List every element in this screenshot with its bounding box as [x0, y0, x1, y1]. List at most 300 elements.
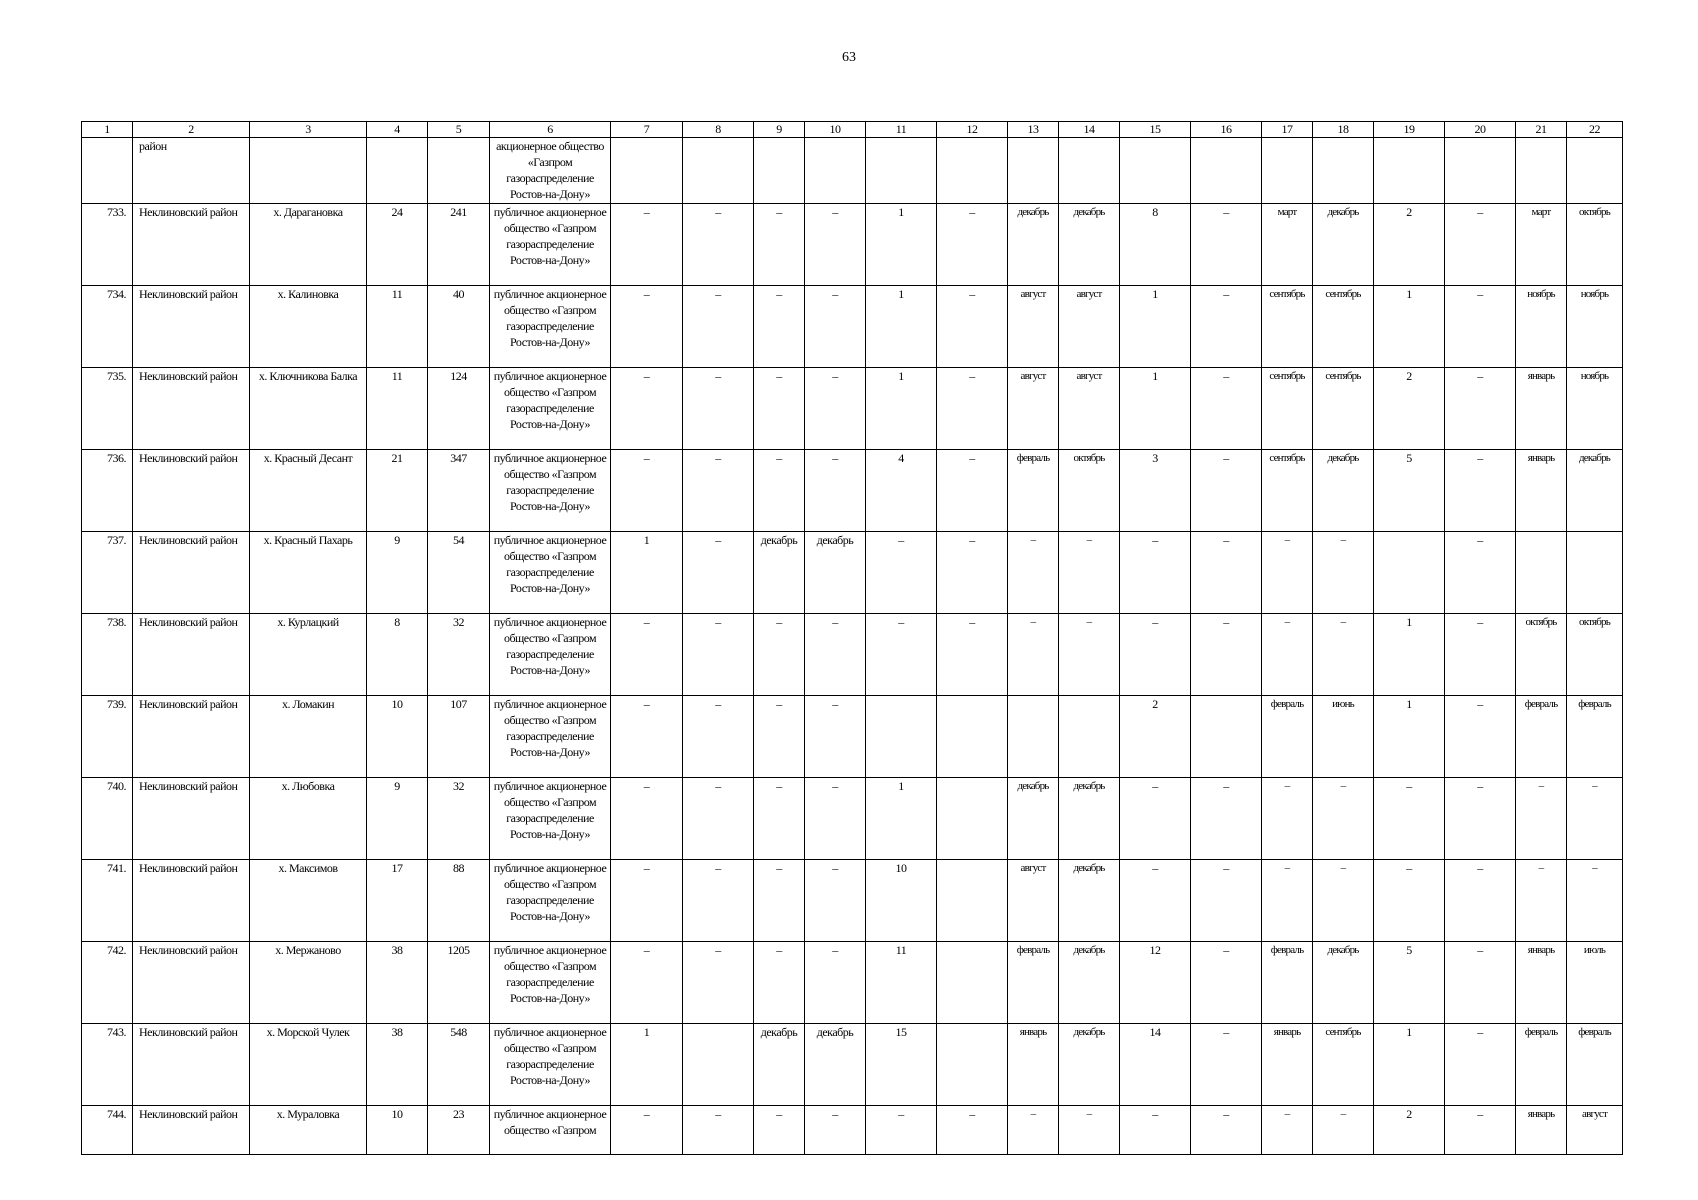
cell-col-5: 5	[428, 122, 490, 138]
cell-col-3: х. Дарагановка	[250, 204, 367, 286]
cell-col-11: 1	[866, 778, 937, 860]
cell-col-13	[1008, 696, 1059, 778]
cell-col-22	[1567, 532, 1623, 614]
cell-col-16	[1191, 696, 1262, 778]
cell-col-4: 9	[367, 532, 428, 614]
cell-col-22: февраль	[1567, 1024, 1623, 1106]
cell-col-4: 10	[367, 1106, 428, 1155]
table-row	[82, 286, 1623, 368]
cell-col-9	[754, 138, 805, 204]
cell-col-12	[937, 860, 1008, 942]
cell-col-15: –	[1120, 532, 1191, 614]
cell-col-15: –	[1120, 778, 1191, 860]
cell-col-16: –	[1191, 1024, 1262, 1106]
cell-col-6: акционерное общество «Газпром газораспределение Ростов-на-Дону»	[490, 138, 611, 204]
cell-col-10: –	[805, 368, 866, 450]
cell-col-2: Неклиновский район	[133, 1024, 250, 1106]
cell-col-2: Неклиновский район	[133, 368, 250, 450]
cell-col-9: –	[754, 696, 805, 778]
cell-col-16: –	[1191, 450, 1262, 532]
cell-col-14: октябрь	[1059, 450, 1120, 532]
cell-col-10: –	[805, 696, 866, 778]
cell-col-1: 733.	[82, 204, 133, 286]
cell-col-7: –	[611, 204, 683, 286]
cell-col-11: 4	[866, 450, 937, 532]
cell-col-21	[1516, 532, 1567, 614]
cell-col-21: октябрь	[1516, 614, 1567, 696]
cell-col-10: –	[805, 778, 866, 860]
cell-col-7: –	[611, 696, 683, 778]
cell-col-16: –	[1191, 942, 1262, 1024]
cell-col-9: –	[754, 614, 805, 696]
cell-col-18: сентябрь	[1313, 286, 1374, 368]
cell-col-20: –	[1445, 368, 1516, 450]
cell-col-20: 20	[1445, 122, 1516, 138]
cell-col-10	[805, 138, 866, 204]
cell-col-5	[428, 138, 490, 204]
cell-col-19: 1	[1374, 696, 1445, 778]
cell-col-12	[937, 942, 1008, 1024]
cell-col-9: декабрь	[754, 1024, 805, 1106]
cell-col-13: –	[1008, 614, 1059, 696]
cell-col-5: 107	[428, 696, 490, 778]
cell-col-11: 1	[866, 286, 937, 368]
cell-col-8: –	[683, 614, 754, 696]
cell-col-3: х. Калиновка	[250, 286, 367, 368]
cell-col-11: 15	[866, 1024, 937, 1106]
cell-col-15: 12	[1120, 942, 1191, 1024]
cell-col-9: –	[754, 204, 805, 286]
cell-col-16: –	[1191, 368, 1262, 450]
cell-col-12: –	[937, 286, 1008, 368]
cell-col-6: 6	[490, 122, 611, 138]
cell-col-4: 38	[367, 1024, 428, 1106]
cell-col-14: август	[1059, 286, 1120, 368]
cell-col-13: август	[1008, 286, 1059, 368]
cell-col-19	[1374, 138, 1445, 204]
cell-col-7: –	[611, 450, 683, 532]
cell-col-10: –	[805, 1106, 866, 1155]
cell-col-3: х. Красный Пахарь	[250, 532, 367, 614]
cell-col-18: –	[1313, 532, 1374, 614]
cell-col-10: –	[805, 614, 866, 696]
cell-col-1: 739.	[82, 696, 133, 778]
cell-col-13: январь	[1008, 1024, 1059, 1106]
cell-col-11: –	[866, 1106, 937, 1155]
cell-col-7: –	[611, 286, 683, 368]
cell-col-6: публичное акционерное общество «Газпром газораспределение Ростов-на-Дону»	[490, 696, 611, 778]
cell-col-18: –	[1313, 614, 1374, 696]
cell-col-9: декабрь	[754, 532, 805, 614]
cell-col-9: –	[754, 778, 805, 860]
cell-col-4: 11	[367, 286, 428, 368]
cell-col-13: февраль	[1008, 942, 1059, 1024]
cell-col-1	[82, 138, 133, 204]
cell-col-21	[1516, 138, 1567, 204]
cell-col-4: 11	[367, 368, 428, 450]
cell-col-13: август	[1008, 860, 1059, 942]
cell-col-5: 347	[428, 450, 490, 532]
cell-col-19: 5	[1374, 450, 1445, 532]
cell-col-21: 21	[1516, 122, 1567, 138]
cell-col-20	[1445, 138, 1516, 204]
cell-col-21: февраль	[1516, 696, 1567, 778]
cell-col-15: 8	[1120, 204, 1191, 286]
cell-col-14: –	[1059, 532, 1120, 614]
cell-col-16: –	[1191, 860, 1262, 942]
cell-col-5: 32	[428, 778, 490, 860]
cell-col-8: –	[683, 286, 754, 368]
cell-col-16	[1191, 138, 1262, 204]
cell-col-4: 38	[367, 942, 428, 1024]
cell-col-19: 2	[1374, 204, 1445, 286]
cell-col-8: –	[683, 450, 754, 532]
cell-col-20: –	[1445, 286, 1516, 368]
cell-col-7: –	[611, 614, 683, 696]
cell-col-5: 1205	[428, 942, 490, 1024]
cell-col-7: 1	[611, 1024, 683, 1106]
cell-col-11: –	[866, 614, 937, 696]
cell-col-18: сентябрь	[1313, 1024, 1374, 1106]
cell-col-6: публичное акционерное общество «Газпром газораспределение Ростов-на-Дону»	[490, 942, 611, 1024]
cell-col-15: 1	[1120, 286, 1191, 368]
cell-col-14	[1059, 138, 1120, 204]
cell-col-1: 740.	[82, 778, 133, 860]
cell-col-3: х. Любовка	[250, 778, 367, 860]
cell-col-15: 2	[1120, 696, 1191, 778]
cell-col-22: июль	[1567, 942, 1623, 1024]
table-row	[82, 1106, 1623, 1155]
cell-col-15: 3	[1120, 450, 1191, 532]
cell-col-19	[1374, 532, 1445, 614]
cell-col-5: 40	[428, 286, 490, 368]
cell-col-20: –	[1445, 532, 1516, 614]
cell-col-19: 2	[1374, 1106, 1445, 1155]
cell-col-11: 10	[866, 860, 937, 942]
cell-col-7: 1	[611, 532, 683, 614]
cell-col-17: сентябрь	[1262, 450, 1313, 532]
cell-col-17: сентябрь	[1262, 286, 1313, 368]
table-row	[82, 204, 1623, 286]
cell-col-20: –	[1445, 942, 1516, 1024]
cell-col-3: 3	[250, 122, 367, 138]
cell-col-7: –	[611, 860, 683, 942]
cell-col-22: –	[1567, 778, 1623, 860]
cell-col-5: 124	[428, 368, 490, 450]
cell-col-14: декабрь	[1059, 778, 1120, 860]
cell-col-17: –	[1262, 532, 1313, 614]
cell-col-12	[937, 1024, 1008, 1106]
cell-col-8: –	[683, 532, 754, 614]
page-number: 63	[842, 50, 856, 65]
cell-col-15: 14	[1120, 1024, 1191, 1106]
cell-col-2: Неклиновский район	[133, 942, 250, 1024]
cell-col-4: 8	[367, 614, 428, 696]
cell-col-12: 12	[937, 122, 1008, 138]
cell-col-21: март	[1516, 204, 1567, 286]
cell-col-9: –	[754, 860, 805, 942]
cell-col-9: –	[754, 1106, 805, 1155]
cell-col-20: –	[1445, 1024, 1516, 1106]
cell-col-22	[1567, 138, 1623, 204]
cell-col-6: публичное акционерное общество «Газпром	[490, 1106, 611, 1155]
cell-col-1: 742.	[82, 942, 133, 1024]
cell-col-17: –	[1262, 1106, 1313, 1155]
cell-col-9: –	[754, 286, 805, 368]
cell-col-14: 14	[1059, 122, 1120, 138]
cell-col-6: публичное акционерное общество «Газпром газораспределение Ростов-на-Дону»	[490, 286, 611, 368]
cell-col-6: публичное акционерное общество «Газпром газораспределение Ростов-на-Дону»	[490, 204, 611, 286]
cell-col-7: –	[611, 1106, 683, 1155]
cell-col-2: Неклиновский район	[133, 860, 250, 942]
cell-col-17: февраль	[1262, 942, 1313, 1024]
cell-col-21: ноябрь	[1516, 286, 1567, 368]
cell-col-8: –	[683, 696, 754, 778]
cell-col-12: –	[937, 204, 1008, 286]
cell-col-3: х. Мураловка	[250, 1106, 367, 1155]
cell-col-15: –	[1120, 614, 1191, 696]
cell-col-13: 13	[1008, 122, 1059, 138]
cell-col-20: –	[1445, 860, 1516, 942]
cell-col-21: январь	[1516, 450, 1567, 532]
cell-col-4: 24	[367, 204, 428, 286]
cell-col-20: –	[1445, 450, 1516, 532]
cell-col-14: декабрь	[1059, 942, 1120, 1024]
cell-col-6: публичное акционерное общество «Газпром газораспределение Ростов-на-Дону»	[490, 860, 611, 942]
cell-col-3: х. Красный Десант	[250, 450, 367, 532]
cell-col-3: х. Морской Чулек	[250, 1024, 367, 1106]
cell-col-18: –	[1313, 1106, 1374, 1155]
cell-col-14: август	[1059, 368, 1120, 450]
cell-col-14: декабрь	[1059, 204, 1120, 286]
cell-col-12	[937, 696, 1008, 778]
cell-col-1: 744.	[82, 1106, 133, 1155]
table-row	[82, 860, 1623, 942]
cell-col-5: 241	[428, 204, 490, 286]
cell-col-2: район	[133, 138, 250, 204]
cell-col-16: –	[1191, 614, 1262, 696]
cell-col-2: Неклиновский район	[133, 1106, 250, 1155]
cell-col-6: публичное акционерное общество «Газпром газораспределение Ростов-на-Дону»	[490, 450, 611, 532]
cell-col-15: –	[1120, 860, 1191, 942]
cell-col-1: 735.	[82, 368, 133, 450]
cell-col-14: –	[1059, 614, 1120, 696]
cell-col-22: октябрь	[1567, 204, 1623, 286]
cell-col-17: 17	[1262, 122, 1313, 138]
cell-col-11: 11	[866, 942, 937, 1024]
cell-col-3: х. Ключникова Балка	[250, 368, 367, 450]
cell-col-6: публичное акционерное общество «Газпром газораспределение Ростов-на-Дону»	[490, 1024, 611, 1106]
cell-col-1: 736.	[82, 450, 133, 532]
cell-col-16: –	[1191, 286, 1262, 368]
table-row	[82, 532, 1623, 614]
cell-col-13: декабрь	[1008, 778, 1059, 860]
cell-col-7: 7	[611, 122, 683, 138]
cell-col-6: публичное акционерное общество «Газпром газораспределение Ростов-на-Дону»	[490, 532, 611, 614]
cell-col-1: 734.	[82, 286, 133, 368]
cell-col-1: 741.	[82, 860, 133, 942]
cell-col-10: –	[805, 204, 866, 286]
cell-col-13: август	[1008, 368, 1059, 450]
cell-col-18: декабрь	[1313, 450, 1374, 532]
cell-col-2: 2	[133, 122, 250, 138]
cell-col-18: июнь	[1313, 696, 1374, 778]
cell-col-17: сентябрь	[1262, 368, 1313, 450]
cell-col-7: –	[611, 942, 683, 1024]
cell-col-21: январь	[1516, 368, 1567, 450]
cell-col-15: 1	[1120, 368, 1191, 450]
cell-col-10: декабрь	[805, 1024, 866, 1106]
cell-col-21: январь	[1516, 1106, 1567, 1155]
cell-col-12	[937, 138, 1008, 204]
cell-col-8	[683, 138, 754, 204]
cell-col-15	[1120, 138, 1191, 204]
cell-col-3: х. Ломакин	[250, 696, 367, 778]
cell-col-22: февраль	[1567, 696, 1623, 778]
cell-col-20: –	[1445, 1106, 1516, 1155]
table-row	[82, 450, 1623, 532]
cell-col-22: 22	[1567, 122, 1623, 138]
cell-col-17: –	[1262, 778, 1313, 860]
cell-col-17	[1262, 138, 1313, 204]
cell-col-8: –	[683, 778, 754, 860]
cell-col-14	[1059, 696, 1120, 778]
cell-col-10: 10	[805, 122, 866, 138]
cell-col-5: 88	[428, 860, 490, 942]
cell-col-1: 743.	[82, 1024, 133, 1106]
cell-col-12	[937, 778, 1008, 860]
cell-col-11: 1	[866, 204, 937, 286]
cell-col-12: –	[937, 1106, 1008, 1155]
cell-col-10: –	[805, 286, 866, 368]
cell-col-14: –	[1059, 1106, 1120, 1155]
cell-col-19: 5	[1374, 942, 1445, 1024]
cell-col-2: Неклиновский район	[133, 778, 250, 860]
cell-col-2: Неклиновский район	[133, 532, 250, 614]
cell-col-1: 1	[82, 122, 133, 138]
cell-col-8: –	[683, 204, 754, 286]
cell-col-19: –	[1374, 860, 1445, 942]
cell-col-11	[866, 138, 937, 204]
cell-col-8: –	[683, 860, 754, 942]
cell-col-2: Неклиновский район	[133, 696, 250, 778]
cell-col-17: –	[1262, 614, 1313, 696]
cell-col-21: –	[1516, 778, 1567, 860]
cell-col-17: февраль	[1262, 696, 1313, 778]
cell-col-20: –	[1445, 204, 1516, 286]
cell-col-19: 1	[1374, 286, 1445, 368]
cell-col-18: сентябрь	[1313, 368, 1374, 450]
cell-col-7: –	[611, 368, 683, 450]
cell-col-9: –	[754, 942, 805, 1024]
cell-col-22: декабрь	[1567, 450, 1623, 532]
cell-col-6: публичное акционерное общество «Газпром газораспределение Ростов-на-Дону»	[490, 368, 611, 450]
cell-col-2: Неклиновский район	[133, 204, 250, 286]
cell-col-4: 21	[367, 450, 428, 532]
cell-col-10: –	[805, 450, 866, 532]
cell-col-14: декабрь	[1059, 1024, 1120, 1106]
cell-col-1: 737.	[82, 532, 133, 614]
cell-col-17: январь	[1262, 1024, 1313, 1106]
cell-col-4: 4	[367, 122, 428, 138]
cell-col-9: –	[754, 450, 805, 532]
cell-col-22: октябрь	[1567, 614, 1623, 696]
cell-col-5: 54	[428, 532, 490, 614]
cell-col-9: 9	[754, 122, 805, 138]
cell-col-21: –	[1516, 860, 1567, 942]
cell-col-7	[611, 138, 683, 204]
cell-col-22: август	[1567, 1106, 1623, 1155]
cell-col-18: 18	[1313, 122, 1374, 138]
cell-col-22: ноябрь	[1567, 368, 1623, 450]
cell-col-2: Неклиновский район	[133, 286, 250, 368]
cell-col-21: январь	[1516, 942, 1567, 1024]
cell-col-20: –	[1445, 614, 1516, 696]
cell-col-8: –	[683, 1106, 754, 1155]
table-row	[82, 368, 1623, 450]
cell-col-11: 11	[866, 122, 937, 138]
cell-col-18: декабрь	[1313, 942, 1374, 1024]
cell-col-19: 2	[1374, 368, 1445, 450]
cell-col-18	[1313, 138, 1374, 204]
cell-col-13	[1008, 138, 1059, 204]
cell-col-19: 1	[1374, 614, 1445, 696]
cell-col-19: 19	[1374, 122, 1445, 138]
cell-col-19: 1	[1374, 1024, 1445, 1106]
cell-col-3	[250, 138, 367, 204]
header-row	[82, 122, 1623, 138]
cell-col-22: –	[1567, 860, 1623, 942]
gasification-table	[81, 121, 1623, 1155]
cell-col-5: 548	[428, 1024, 490, 1106]
cell-col-11: 1	[866, 368, 937, 450]
table-row	[82, 696, 1623, 778]
cell-col-12: –	[937, 532, 1008, 614]
cell-col-18: декабрь	[1313, 204, 1374, 286]
cell-col-3: х. Курлацкий	[250, 614, 367, 696]
cell-col-12: –	[937, 450, 1008, 532]
cell-col-18: –	[1313, 860, 1374, 942]
cell-col-21: февраль	[1516, 1024, 1567, 1106]
cell-col-8: 8	[683, 122, 754, 138]
cell-col-11: –	[866, 532, 937, 614]
cell-col-12: –	[937, 368, 1008, 450]
cell-col-13: –	[1008, 532, 1059, 614]
table-row	[82, 614, 1623, 696]
cell-col-10: –	[805, 860, 866, 942]
cell-col-16: –	[1191, 532, 1262, 614]
cell-col-4: 10	[367, 696, 428, 778]
cell-col-7: –	[611, 778, 683, 860]
cell-col-13: декабрь	[1008, 204, 1059, 286]
cell-col-17: –	[1262, 860, 1313, 942]
cell-col-5: 32	[428, 614, 490, 696]
cell-col-11	[866, 696, 937, 778]
cell-col-9: –	[754, 368, 805, 450]
table-row	[82, 778, 1623, 860]
cell-col-3: х. Максимов	[250, 860, 367, 942]
table-row	[82, 942, 1623, 1024]
cell-col-8	[683, 1024, 754, 1106]
cell-col-13: февраль	[1008, 450, 1059, 532]
cell-col-18: –	[1313, 778, 1374, 860]
cell-col-5: 23	[428, 1106, 490, 1155]
cell-col-4: 17	[367, 860, 428, 942]
cell-col-14: декабрь	[1059, 860, 1120, 942]
cell-col-6: публичное акционерное общество «Газпром газораспределение Ростов-на-Дону»	[490, 778, 611, 860]
cell-col-16: –	[1191, 1106, 1262, 1155]
cell-col-8: –	[683, 368, 754, 450]
